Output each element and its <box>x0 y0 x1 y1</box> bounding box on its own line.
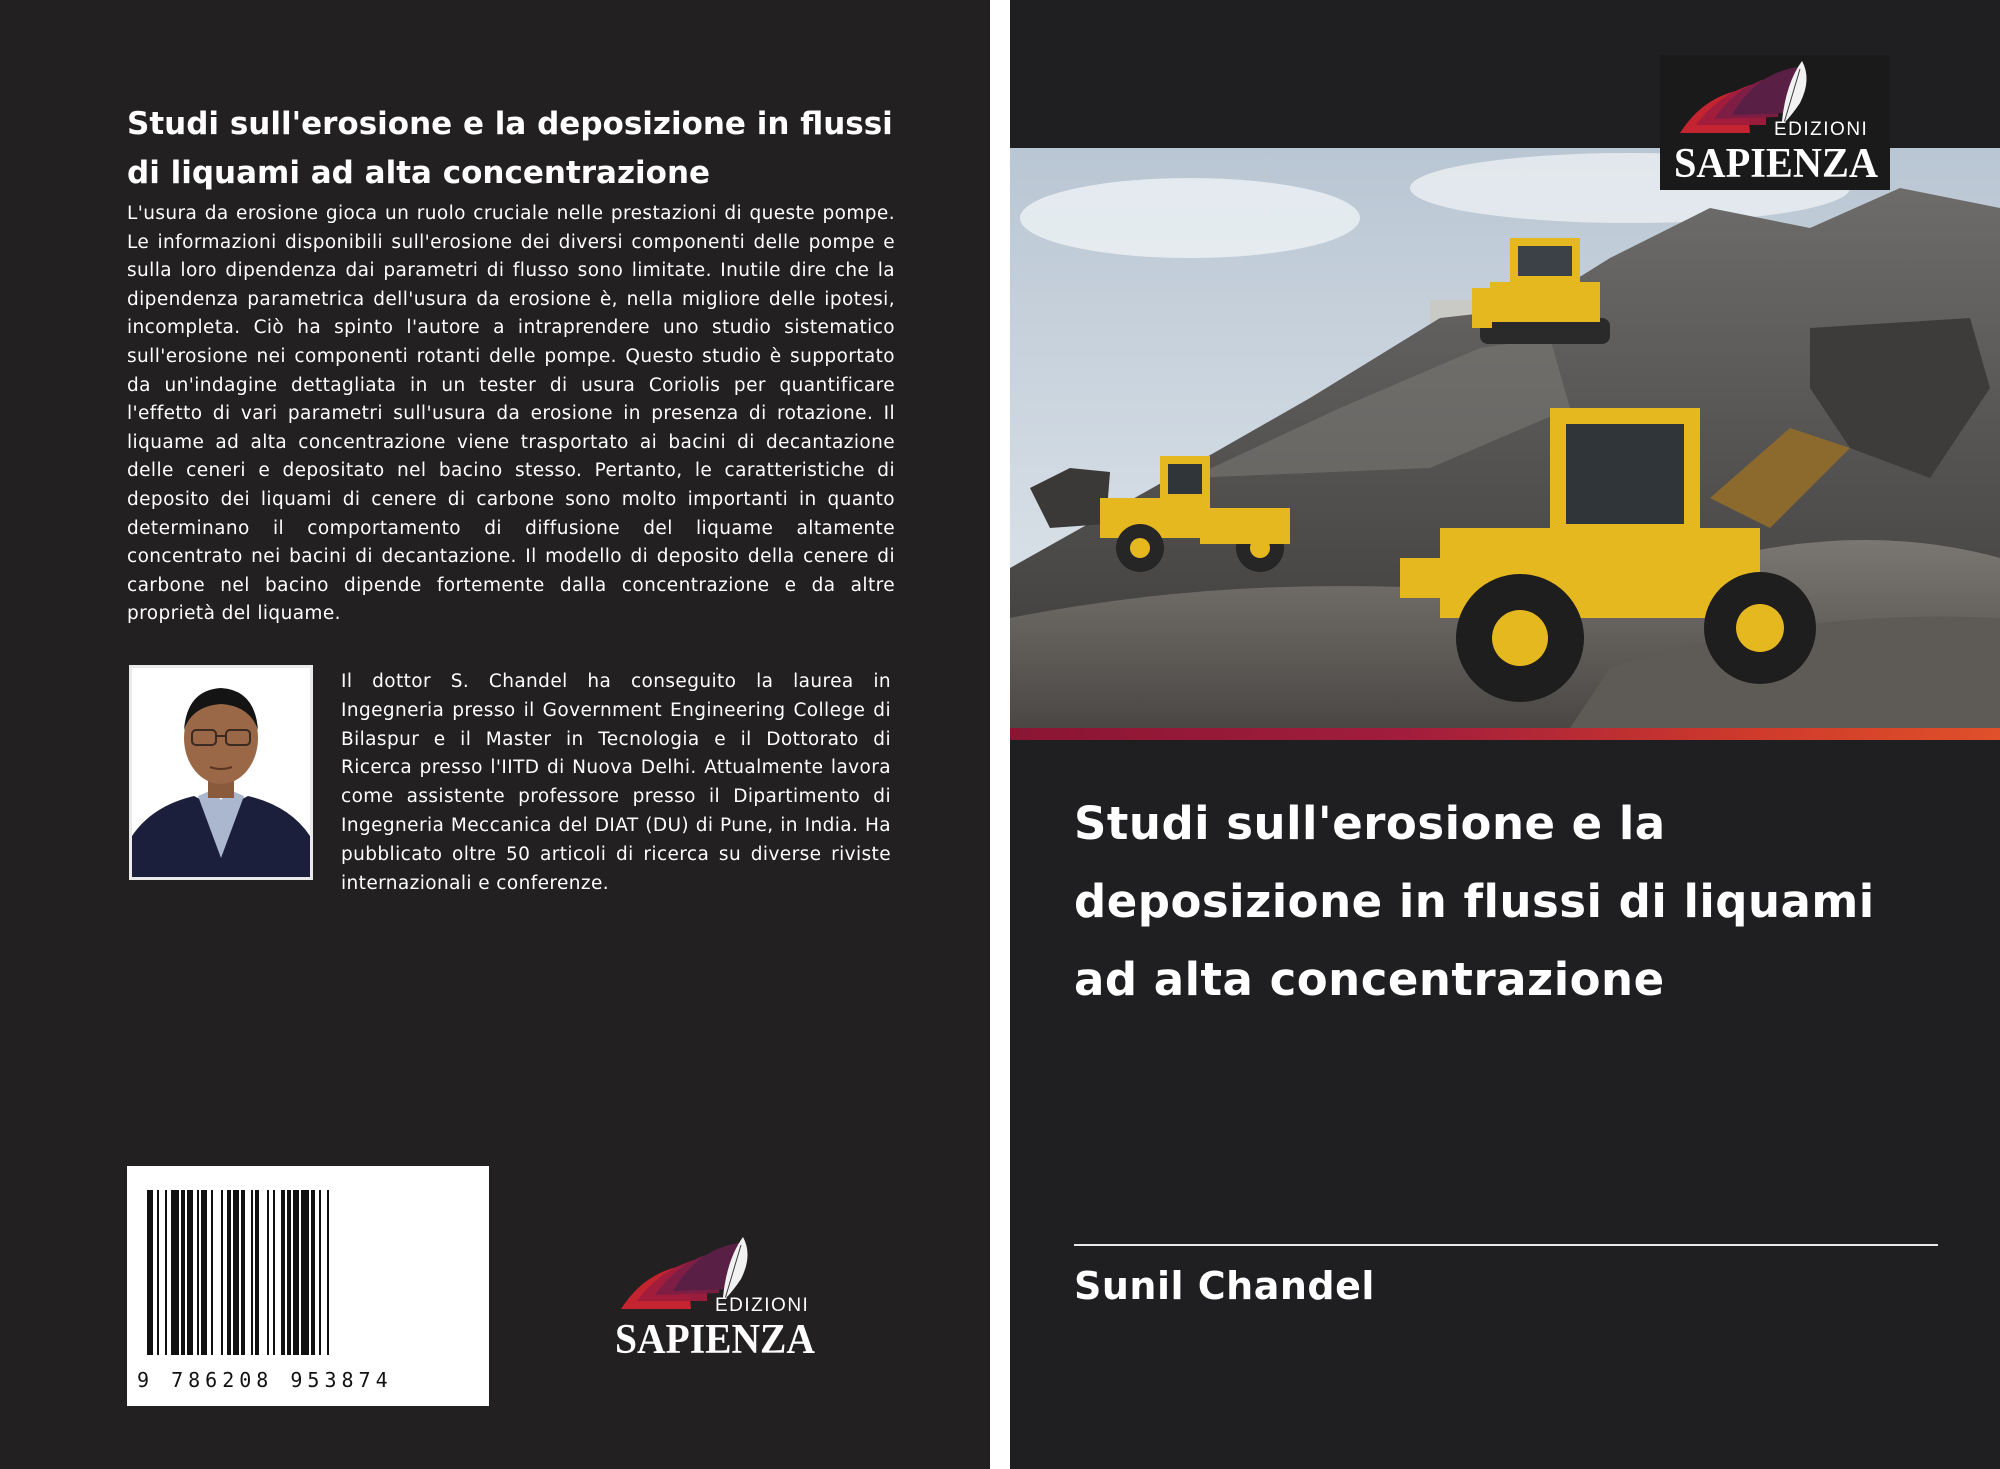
barcode-bar <box>181 1190 185 1355</box>
barcode-bar <box>327 1190 329 1355</box>
barcode-bar <box>211 1190 213 1355</box>
author-portrait-image <box>132 668 310 877</box>
mining-machinery-illustration <box>1010 148 2000 728</box>
barcode-bar <box>241 1190 245 1355</box>
barcode-bar <box>267 1190 269 1355</box>
back-cover <box>0 0 990 1469</box>
barcode-bar <box>233 1190 239 1355</box>
barcode-bar <box>293 1190 299 1355</box>
isbn-digits: 9 786208 953874 <box>137 1368 393 1392</box>
barcode-bar <box>311 1190 315 1355</box>
barcode-bar <box>255 1190 259 1355</box>
author-photo <box>129 665 313 880</box>
title-divider <box>1074 1244 1938 1246</box>
publisher-name-front: SAPIENZA <box>1674 141 1879 187</box>
fan-feather-logo-icon <box>605 1225 827 1365</box>
front-cover-author: Sunil Chandel <box>1074 1264 1375 1308</box>
back-cover-title: Studi sull'erosione e la deposizione in flussi di liquami ad alta concentrazione <box>127 106 893 191</box>
barcode-bar <box>251 1190 253 1355</box>
publisher-name: SAPIENZA <box>615 1317 816 1363</box>
front-cover-title: Studi sull'erosione e la deposizione in flussi di liquami ad alta concentrazione <box>1074 797 1875 1006</box>
barcode-bar <box>319 1190 321 1355</box>
barcode-bar <box>281 1190 285 1355</box>
back-cover-blurb: L'usura da erosione gioca un ruolo cruciale nelle prestazioni di queste pompe. Le informazioni disponibili sull'erosione dei diversi componenti delle pompe e sulla loro dipendenza dai parametri di flusso sono limitate. Inutile dire che la dipendenza parametrica dell'usura da erosione è, nella migliore delle ipotesi, incompleta. Ciò ha spinto l'autore a intraprendere uno studio sistematico sull'erosione nei componenti rotanti delle pompe. Questo studio è supportato da un'indagine dettagliata in un tester di usura Coriolis per quantificare l'effetto di vari parametri sull'usura da erosione in presenza di rotazione. Il liquame ad alta concentrazione viene trasportato ai bacini di decantazione delle ceneri e depositato nel bacino stesso. Pertanto, le caratteristiche di deposito dei liquami di cenere di carbone sono molto importanti in quanto determinano il comportamento di diffusione del liquame altamente concentrato nei bacini di decantazione. Il modello di deposito della cenere di carbone nel bacino dipende fortemente dalla concentrazione e da altre proprietà del liquame. <box>127 203 895 625</box>
cover-photo <box>1010 148 2000 728</box>
accent-stripe <box>1010 728 2000 740</box>
publisher-edition-label-front: EDIZIONI <box>1774 119 1869 140</box>
barcode-bar <box>157 1190 159 1355</box>
publisher-edition-label: EDIZIONI <box>715 1295 810 1316</box>
barcode-bar <box>273 1190 275 1355</box>
barcode-bar <box>147 1190 153 1355</box>
fan-feather-logo-icon <box>1660 55 1890 190</box>
author-bio: Il dottor S. Chandel ha conseguito la laurea in Ingegneria presso il Government Engineering College di Bilaspur e il Master in Tecnologia e il Dottorato di Ricerca presso l'IITD di Nuova Delhi. Attualmente lavora come assistente professore presso il Dipartimento di Ingegneria Meccanica del DIAT (DU) di Pune, in India. Ha pubblicato oltre 50 articoli di ricerca su diverse riviste internazionali e conferenze. <box>341 671 891 894</box>
publisher-logo-front <box>1660 55 1890 190</box>
barcode-bar <box>187 1190 193 1355</box>
barcode-bar <box>165 1190 167 1355</box>
barcode-bar <box>227 1190 231 1355</box>
front-cover <box>1010 0 2000 1469</box>
barcode-bar <box>171 1190 179 1355</box>
isbn-barcode <box>127 1166 489 1406</box>
barcode-bar <box>287 1190 291 1355</box>
barcode-bar <box>221 1190 223 1355</box>
barcode-bar <box>301 1190 309 1355</box>
barcode-bar <box>201 1190 207 1355</box>
publisher-logo-back <box>605 1225 827 1365</box>
barcode-bar <box>197 1190 199 1355</box>
